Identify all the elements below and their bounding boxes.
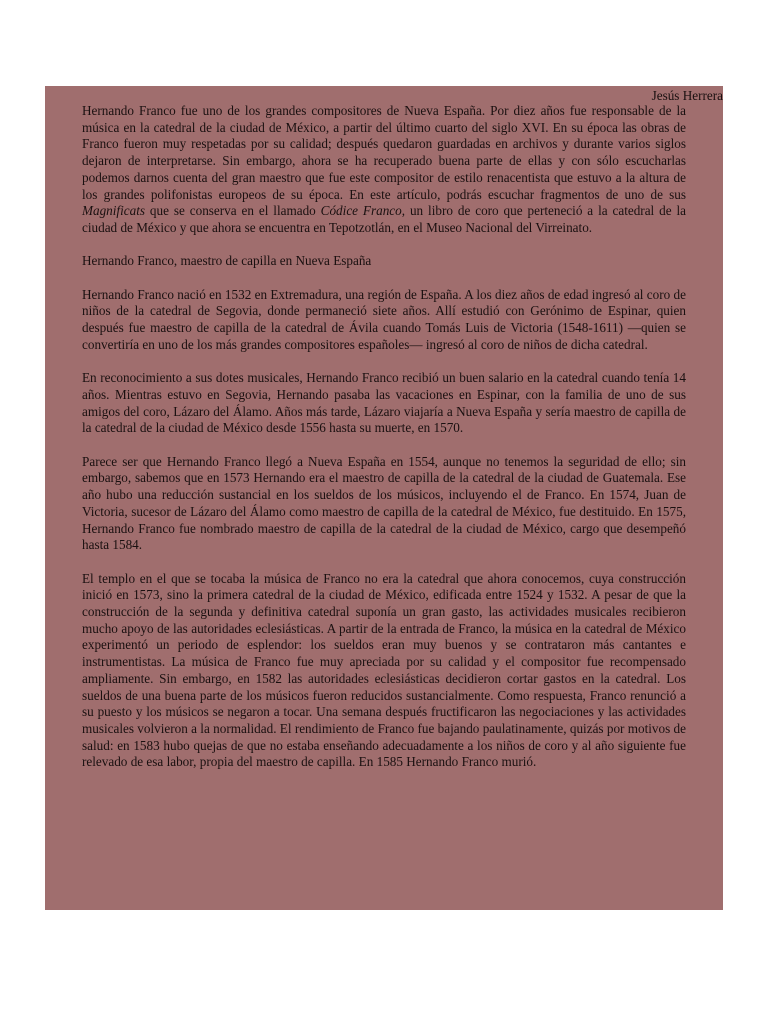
paragraph-cathedral: El templo en el que se tocaba la música de Franco no era la catedral que ahora conocemos, cuya construcción inició en 1573, sino la primera catedral de la ciudad de México, edificada entre 1524 y 1532. A pesar de que la construcción de la segunda y definitiva catedral suponía un gran gasto, las actividades musicales recibieron mucho apoyo de las autoridades eclesiásticas. A partir de la entrada de Franco, la música en la catedral de México experimentó un periodo de esplendor: los sueldos eran muy buenos y se contrataron más cantantes e instrumentistas. La música de Franco fue muy apreciada por su calidad y el compositor fue recompensado ampliamente. Sin embargo, en 1582 las autoridades eclesiásticas decidieron cortar gastos en la catedral. Los sueldos de una buena parte de los músicos fueron reducidos sustancialmente. Como respuesta, Franco renunció a su puesto y los músicos se negaron a tocar. Una semana después fructificaron las negociaciones y las actividades musicales volvieron a la normalidad. El rendimiento de Franco fue bajando paulatinamente, quizás por motivos de salud: en 1583 hubo quejas de que no estaba enseñando adecuadamente a los niños de coro y al año siguiente fue relevado de esa labor, propia del maestro de capilla. En 1585 Hernando Franco murió. [82,570,686,770]
intro-text-1: Hernando Franco fue uno de los grandes compositores de Nueva España. Por diez años fue responsable de la música en la catedral de la ciudad de México, a partir del último cuarto del siglo XVI. En su época las obras de Franco fueron muy respetadas por su calidad; después quedaron guardadas en archivos y durante varios siglos dejaron de interpretarse. Sin embargo, ahora se ha recuperado buena parte de ellas y con sólo escucharlas podemos darnos cuenta del gran maestro que fue este compositor de estilo renacentista que estuvo a la altura de los grandes polifonistas europeos de su época. En este artículo, podrás escuchar fragmentos de uno de sus [82,103,686,202]
author-name: Jesús Herrera [651,88,723,103]
intro-italic-magnificats: Magnificats [82,203,146,219]
intro-text-2: que se conserva en el llamado [145,203,321,219]
document-body [82,103,686,788]
section-heading: Hernando Franco, maestro de capilla en Nueva España [82,253,372,269]
intro-italic-codice-franco: Códice Franco [320,203,402,219]
intro-text-3: , un libro de coro que perteneció a la catedral de la ciudad de México y que ahora se encuentra en Tepotzotlán, en el Museo Nacional del Virreinato. [82,203,686,235]
paragraph-segovia: En reconocimiento a sus dotes musicales, Hernando Franco recibió un buen salario en la catedral cuando tenía 14 años. Mientras estuvo en Segovia, Hernando pasaba las vacaciones en Espinar, con la familia de uno de sus amigos del coro, Lázaro del Álamo. Años más tarde, Lázaro viajaría a Nueva España y sería maestro de capilla de la catedral de la ciudad de México desde 1556 hasta su muerte, en 1570. [82,370,686,436]
document-page [45,86,723,910]
paragraph-guatemala: Parece ser que Hernando Franco llegó a Nueva España en 1554, aunque no tenemos la seguridad de ello; sin embargo, sabemos que en 1573 Hernando era el maestro de capilla de la catedral de la ciudad de Guatemala. Ese año hubo una reducción sustancial en los sueldos de los músicos, incluyendo el de Franco. En 1574, Juan de Victoria, sucesor de Lázaro del Álamo como maestro de capilla de la catedral de México, fue destituido. En 1575, Hernando Franco fue nombrado maestro de capilla de la catedral de la ciudad de México, cargo que desempeñó hasta 1584. [82,453,686,553]
intro-paragraph [82,103,686,237]
paragraph-birth: Hernando Franco nació en 1532 en Extremadura, una región de España. A los diez años de edad ingresó al coro de niños de la catedral de Segovia, donde permaneció siete años. Allí estudió con Gerónimo de Espinar, quien después fue maestro de capilla de la catedral de Ávila cuando Tomás Luis de Victoria (1548-1611) —quien se convertiría en uno de los más grandes compositores españoles— ingresó al coro de niños de dicha catedral. [82,286,686,352]
